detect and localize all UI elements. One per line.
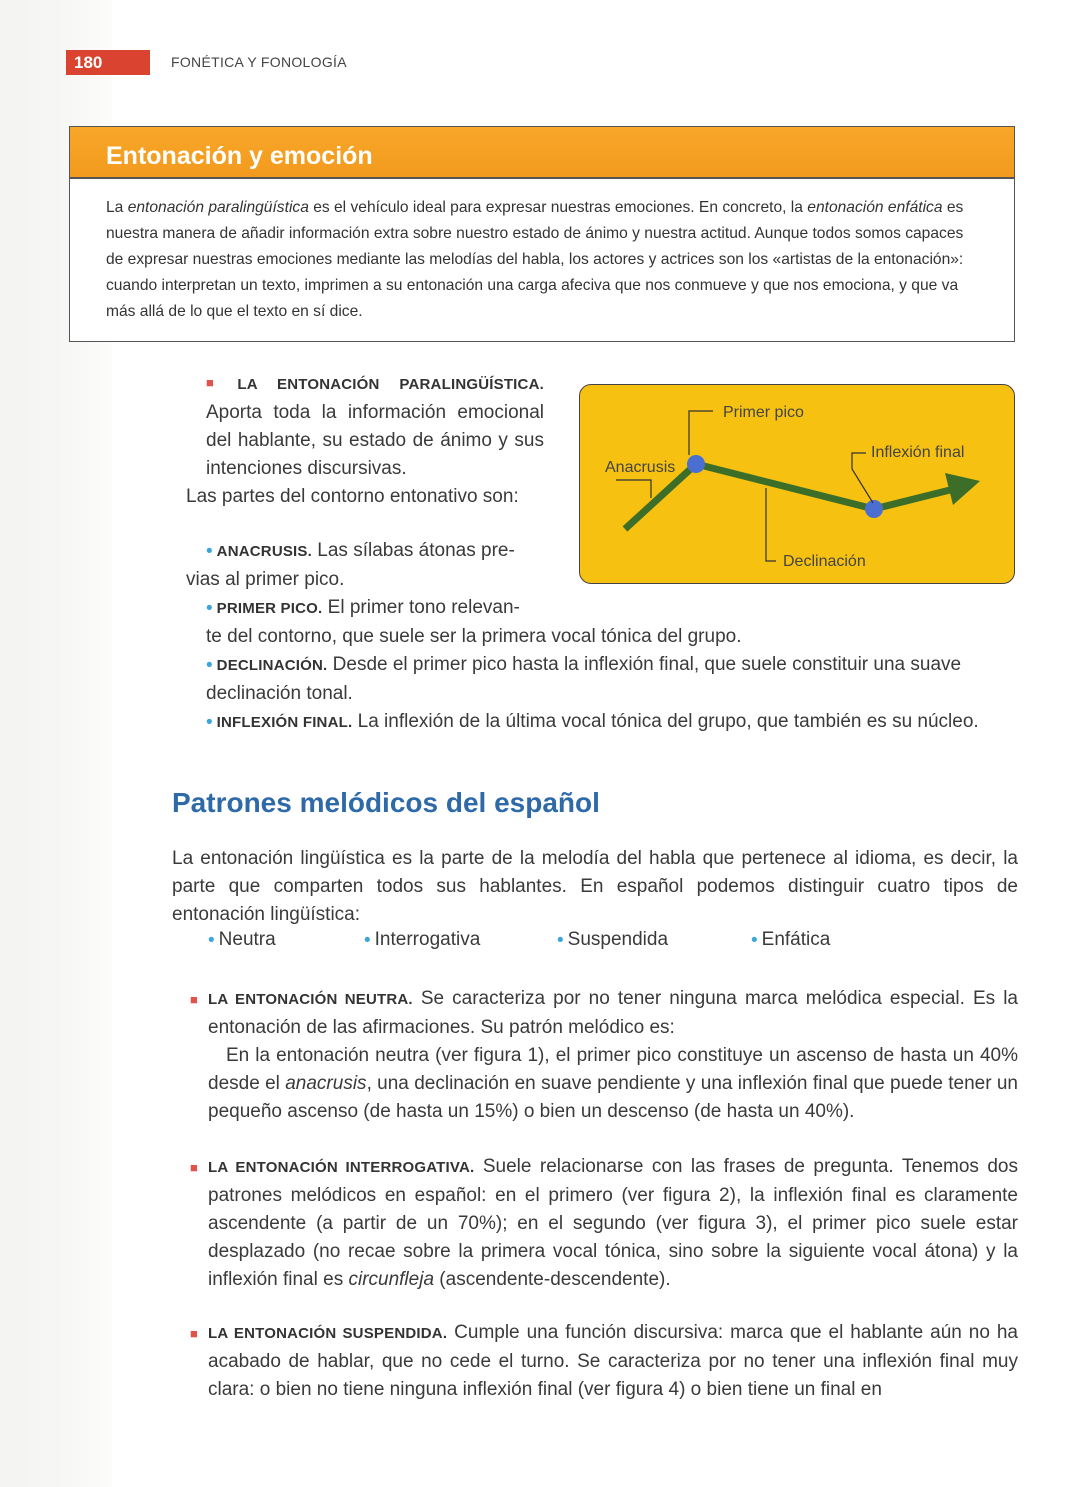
suspendida-paragraph xyxy=(208,1319,1018,1404)
label-inflexion-final: Inflexión final xyxy=(871,444,965,461)
square-bullet-icon: ■ xyxy=(190,1326,198,1341)
part-term-declinacion: DECLINACIÓN. xyxy=(216,657,328,674)
contour-diagram xyxy=(579,384,1015,584)
interrogativa-term-circunfleja: circunfleja xyxy=(348,1269,435,1290)
type-suspendida xyxy=(557,929,668,951)
box-text-a: La xyxy=(106,199,128,216)
part-text-pico-1: El primer tono relevan- xyxy=(322,597,520,618)
paralinguistic-section xyxy=(186,370,544,594)
type-label: Enfática xyxy=(761,929,831,950)
box-title: Entonación y emoción xyxy=(70,127,1014,179)
page-number: 180 xyxy=(66,50,150,75)
leader-declinacion xyxy=(766,488,776,561)
arrow-head-icon xyxy=(945,473,980,505)
part-term-inflexion: INFLEXIÓN FINAL. xyxy=(216,714,353,731)
neutra-term: LA ENTONACIÓN NEUTRA. xyxy=(208,991,413,1008)
first-peak-node xyxy=(687,455,705,473)
parts-intro: Las partes del contorno entonativo son: xyxy=(186,486,519,507)
square-bullet-icon: ■ xyxy=(190,1160,198,1175)
part-anacrusis-l2: vias al primer pico. xyxy=(186,569,345,590)
neutra-pattern xyxy=(208,1042,1018,1126)
parts-continued xyxy=(206,594,1026,737)
box-text xyxy=(70,179,1014,325)
suspendida-text: Cumple una función discursiva: marca que el hablante aún no ha acabado de hablar, que no cede el turno. Se caracteriza por no tener una inflexión final muy clara: o bien no tiene ninguna inflexión final (ver figura 4) o bien tiene un final en xyxy=(208,1322,1018,1400)
bullet-dot-icon: • xyxy=(206,541,213,562)
part-term-pico: PRIMER PICO. xyxy=(216,600,323,617)
part-text-declinacion: Desde el primer pico hasta la inflexión final, que suele constituir una suave declinación tonal. xyxy=(206,654,962,704)
leader-primer-pico xyxy=(689,411,713,455)
paralinguistic-term: LA ENTONACIÓN PARALINGÜÍSTICA. xyxy=(237,376,544,393)
neutra-section xyxy=(208,985,1018,1126)
part-text-anacrusis-1: Las sílabas átonas pre- xyxy=(312,540,515,561)
running-head: FONÉTICA Y FONOLOGÍA xyxy=(171,54,347,70)
bullet-dot-icon: • xyxy=(557,930,564,951)
neutra-pattern-term: anacrusis xyxy=(285,1073,367,1094)
suspendida-section xyxy=(208,1319,1018,1404)
leader-inflexion xyxy=(852,453,873,503)
interrogativa-section xyxy=(208,1153,1018,1294)
part-declinacion xyxy=(206,651,1026,708)
contour-diagram-svg xyxy=(580,385,1016,585)
box-term-paralinguistica: entonación paralingüística xyxy=(127,199,309,216)
final-inflection-node xyxy=(865,500,883,518)
bullet-dot-icon: • xyxy=(751,930,758,951)
part-term-anacrusis: ANACRUSIS. xyxy=(216,543,312,560)
label-declinacion: Declinación xyxy=(783,553,866,570)
neutra-pattern-a: En la entonación neutra (ver figura 1), el primer pico constituye un ascenso de hasta un 40% desde el xyxy=(208,1045,1018,1094)
interrogativa-text-b: (ascendente-descendente). xyxy=(434,1269,671,1290)
box-term-enfatica: entonación enfática xyxy=(807,199,943,216)
paralinguistic-paragraph xyxy=(186,370,544,483)
box-text-c: es nuestra manera de añadir información extra sobre nuestro estado de ánimo y nuestra actitud. Aunque todos somos capaces de expresar nuestras emociones mediante las melodías del habla, los actores y actrices son los «artistas de la entonación»: cuando interpretan un texto, imprimen a su entonación una carga afeciva que nos conmueve y que nos emociona, y que va más allá de lo que el texto en sí dice. xyxy=(106,199,964,320)
bullet-dot-icon: • xyxy=(206,712,213,733)
bullet-dot-icon: • xyxy=(206,598,213,619)
declination-segment xyxy=(696,464,874,509)
part-anacrusis-l1 xyxy=(186,537,544,566)
bullet-dot-icon: • xyxy=(208,930,215,951)
type-label: Interrogativa xyxy=(374,929,481,950)
neutra-text: Se caracteriza por no tener ninguna marca melódica especial. Es la entonación de las afirmaciones. Su patrón melódico es: xyxy=(208,988,1018,1038)
type-neutra xyxy=(208,929,276,951)
paralinguistic-text: Aporta toda la información emocional del hablante, su estado de ánimo y sus intenciones discursivas. xyxy=(206,402,544,479)
box-text-b: es el vehículo ideal para expresar nuestras emociones. En concreto, la xyxy=(308,199,808,216)
interrogativa-text-a: Suele relacionarse con las frases de pregunta. Tenemos dos patrones melódicos en español: en el primero (ver figura 2), la inflexión final es claramente ascendente (a partir de un 70%); en el segundo (ver figura 3), el primer pico suele estar desplazado (no recae sobre la primera vocal tónica, sino sobre la siguiente vocal átona) y la inflexión final es xyxy=(208,1156,1018,1290)
square-bullet-icon: ■ xyxy=(190,992,198,1007)
final-segment xyxy=(874,488,958,509)
part-inflexion xyxy=(206,708,1026,737)
section-intro: La entonación lingüística es la parte de la melodía del habla que pertenece al idioma, es decir, la parte que comparten todos sus hablantes. En español podemos distinguir cuatro tipos de entonación lingüística: xyxy=(172,848,1018,925)
bullet-dot-icon: • xyxy=(206,655,213,676)
type-label: Neutra xyxy=(218,929,276,950)
neutra-paragraph xyxy=(208,985,1018,1042)
interrogativa-term: LA ENTONACIÓN INTERROGATIVA. xyxy=(208,1159,475,1176)
leader-anacrusis xyxy=(616,480,651,498)
label-anacrusis: Anacrusis xyxy=(605,459,676,476)
interrogativa-paragraph xyxy=(208,1153,1018,1294)
square-bullet-icon: ■ xyxy=(206,375,230,390)
neutra-pattern-b: , una declinación en suave pendiente y una inflexión final que puede tener un pequeño ascenso (de hasta un 15%) o bien un descenso (de hasta un 40%). xyxy=(208,1073,1018,1122)
suspendida-term: LA ENTONACIÓN SUSPENDIDA. xyxy=(208,1325,448,1342)
intro-box xyxy=(69,126,1015,342)
type-interrogativa xyxy=(364,929,480,951)
section-heading: Patrones melódicos del español xyxy=(172,787,600,818)
label-primer-pico: Primer pico xyxy=(723,404,804,421)
part-text-inflexion: La inflexión de la última vocal tónica del grupo, que también es su núcleo. xyxy=(352,711,979,732)
type-label: Suspendida xyxy=(567,929,669,950)
type-enfatica xyxy=(751,929,830,951)
part-pico-l2: te del contorno, que suele ser la primera vocal tónica del grupo. xyxy=(206,626,742,647)
bullet-dot-icon: • xyxy=(364,930,371,951)
part-pico-l1 xyxy=(206,594,1026,623)
